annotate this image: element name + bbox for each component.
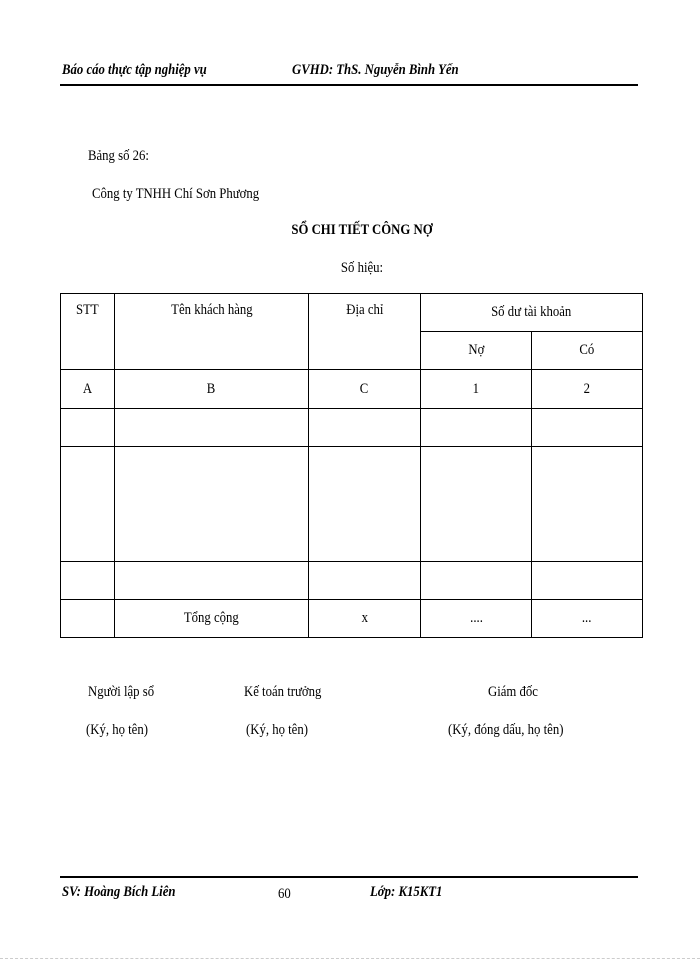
page-edge bbox=[0, 958, 700, 959]
number-label: Số hiệu: bbox=[340, 260, 384, 276]
code-cell: 2 bbox=[532, 370, 643, 409]
company-name: Công ty TNHH Chí Sơn Phương bbox=[92, 186, 260, 202]
header-rule bbox=[60, 84, 638, 86]
table-row bbox=[61, 562, 643, 600]
header-credit: Có bbox=[532, 332, 643, 370]
total-debit: .... bbox=[421, 600, 532, 638]
header-report-title: Báo cáo thực tập nghiệp vụ bbox=[62, 62, 207, 78]
code-cell: 1 bbox=[421, 370, 532, 409]
table-row bbox=[61, 447, 643, 562]
total-address: x bbox=[309, 600, 421, 638]
total-label: Tổng cộng bbox=[115, 600, 309, 638]
page-number: 60 bbox=[278, 886, 291, 902]
table-row bbox=[61, 409, 643, 447]
header-address: Địa chỉ bbox=[309, 294, 421, 370]
footer-class: Lớp: K15KT1 bbox=[370, 884, 443, 900]
code-cell: C bbox=[309, 370, 421, 409]
header-debit: Nợ bbox=[421, 332, 532, 370]
header-stt: STT bbox=[61, 294, 115, 370]
preparer-label: Người lập sổ bbox=[88, 684, 155, 700]
code-cell: A bbox=[61, 370, 115, 409]
header-customer: Tên khách hàng bbox=[115, 294, 309, 370]
total-row bbox=[61, 600, 643, 638]
footer-student: SV: Hoàng Bích Liên bbox=[62, 884, 176, 900]
director-note: (Ký, đóng dấu, họ tên) bbox=[448, 722, 564, 738]
footer-rule bbox=[60, 876, 638, 878]
table-number: Bảng số 26: bbox=[88, 148, 149, 164]
director-label: Giám đốc bbox=[488, 684, 538, 700]
total-credit: ... bbox=[532, 600, 643, 638]
ledger-table bbox=[60, 293, 643, 638]
header-balance: Số dư tài khoản bbox=[421, 294, 643, 332]
code-cell: B bbox=[115, 370, 309, 409]
preparer-note: (Ký, họ tên) bbox=[86, 722, 148, 738]
header-supervisor: GVHD: ThS. Nguyễn Bình Yến bbox=[292, 62, 459, 78]
chief-accountant-note: (Ký, họ tên) bbox=[246, 722, 308, 738]
document-title: SỔ CHI TIẾT CÔNG NỢ bbox=[291, 222, 433, 238]
chief-accountant-label: Kế toán trưởng bbox=[244, 684, 322, 700]
code-row bbox=[61, 370, 643, 409]
